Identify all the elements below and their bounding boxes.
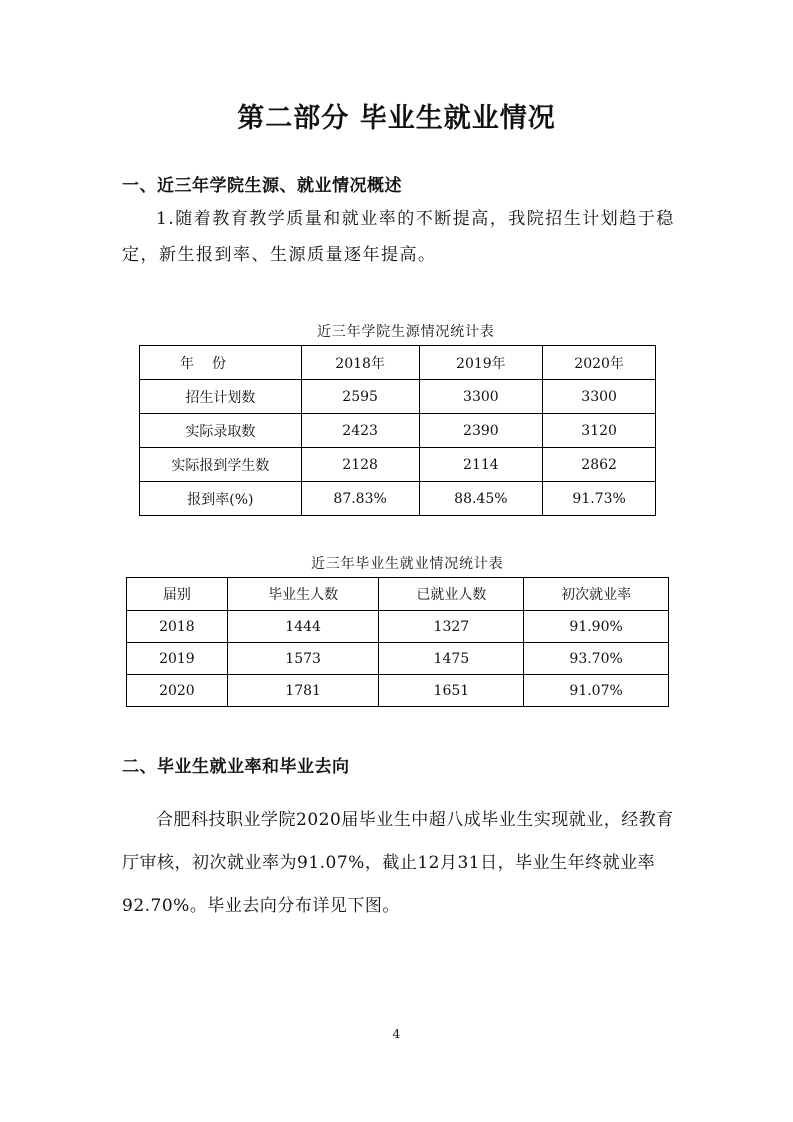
table-header-row bbox=[127, 578, 669, 611]
row-label: 2019 bbox=[127, 643, 228, 675]
page-title: 第二部分 毕业生就业情况 bbox=[237, 103, 556, 134]
table-cell: 2862 bbox=[543, 448, 656, 482]
table-cell: 1573 bbox=[227, 643, 379, 675]
table-cell: 93.70% bbox=[524, 643, 669, 675]
employment-table bbox=[126, 577, 669, 707]
table-cell: 1781 bbox=[227, 675, 379, 707]
table-caption-employment: 近三年毕业生就业情况统计表 bbox=[311, 556, 504, 572]
table-cell: 2128 bbox=[301, 448, 419, 482]
header-cell: 2018年 bbox=[301, 346, 419, 380]
overview-paragraph: 1.随着教育教学质量和就业率的不断提高，我院招生计划趋于稳定，新生报到率、生源质量逐年提高。 bbox=[122, 209, 675, 265]
table-row bbox=[127, 643, 669, 675]
table-cell: 91.07% bbox=[524, 675, 669, 707]
header-cell: 届别 bbox=[127, 578, 228, 611]
table-header-row bbox=[140, 346, 656, 380]
table-cell: 1444 bbox=[227, 611, 379, 643]
table-cell: 3300 bbox=[543, 380, 656, 414]
table-cell: 1327 bbox=[379, 611, 524, 643]
table-cell: 88.45% bbox=[419, 482, 543, 516]
table-row bbox=[140, 414, 656, 448]
row-label: 招生计划数 bbox=[140, 380, 302, 414]
table-cell: 91.73% bbox=[543, 482, 656, 516]
header-cell: 年 份 bbox=[140, 346, 302, 380]
table-cell: 2595 bbox=[301, 380, 419, 414]
table-row bbox=[140, 482, 656, 516]
table-cell: 3120 bbox=[543, 414, 656, 448]
table-row bbox=[140, 380, 656, 414]
table-row bbox=[127, 611, 669, 643]
table-cell: 1651 bbox=[379, 675, 524, 707]
row-label: 实际录取数 bbox=[140, 414, 302, 448]
section-heading-destination: 二、毕业生就业率和毕业去向 bbox=[122, 757, 350, 777]
table-cell: 87.83% bbox=[301, 482, 419, 516]
table-cell: 2423 bbox=[301, 414, 419, 448]
row-label: 实际报到学生数 bbox=[140, 448, 302, 482]
table-caption-enrollment: 近三年学院生源情况统计表 bbox=[317, 324, 495, 340]
header-cell: 2020年 bbox=[543, 346, 656, 380]
page-number: 4 bbox=[392, 1027, 401, 1041]
table-cell: 2114 bbox=[419, 448, 543, 482]
table-row bbox=[140, 448, 656, 482]
table-cell: 3300 bbox=[419, 380, 543, 414]
header-cell: 已就业人数 bbox=[379, 578, 524, 611]
row-label: 报到率(%) bbox=[140, 482, 302, 516]
header-cell: 2019年 bbox=[419, 346, 543, 380]
header-cell: 初次就业率 bbox=[524, 578, 669, 611]
section-heading-overview: 一、近三年学院生源、就业情况概述 bbox=[122, 176, 402, 196]
table-cell: 91.90% bbox=[524, 611, 669, 643]
row-label: 2018 bbox=[127, 611, 228, 643]
table-cell: 2390 bbox=[419, 414, 543, 448]
table-row bbox=[127, 675, 669, 707]
destination-paragraph: 合肥科技职业学院2020届毕业生中超八成毕业生实现就业，经教育厅审核，初次就业率为91.07%，截止12月31日，毕业生年终就业率 92.70%。毕业去向分布详见下图。 bbox=[122, 810, 674, 916]
header-cell: 毕业生人数 bbox=[227, 578, 379, 611]
row-label: 2020 bbox=[127, 675, 228, 707]
enrollment-table bbox=[139, 345, 656, 516]
table-cell: 1475 bbox=[379, 643, 524, 675]
